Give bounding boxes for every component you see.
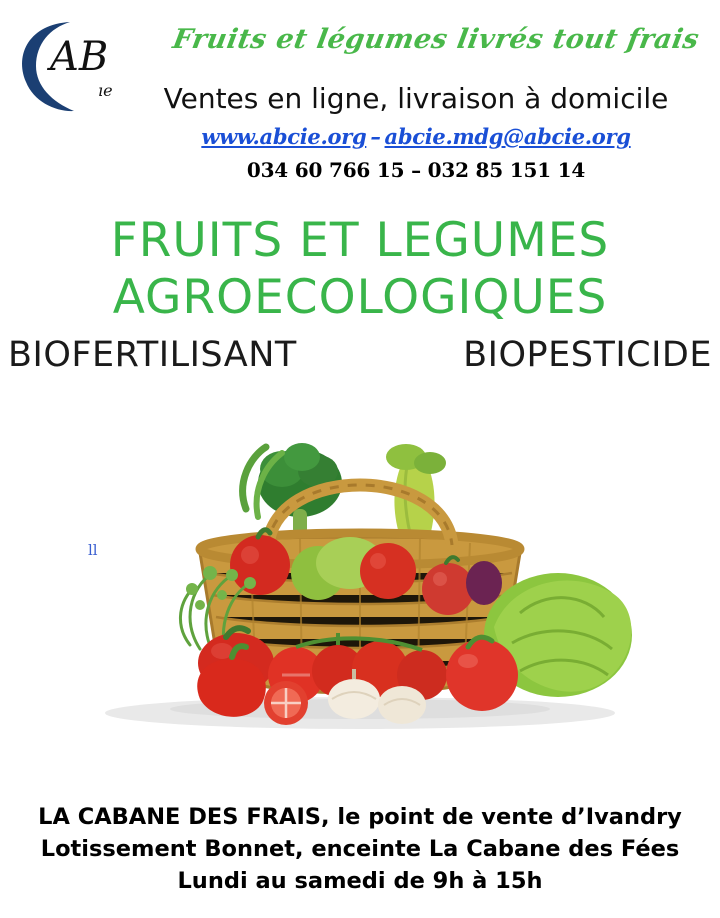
email-link[interactable]: abcie.mdg@abcie.org <box>384 124 631 149</box>
produce-basket-photo <box>0 413 720 743</box>
footer-line-1: LA CABANE DES FRAIS, le point de vente d’Ivandry <box>38 804 682 831</box>
header <box>0 0 720 190</box>
claims-row <box>0 335 720 375</box>
phone-numbers: 034 60 766 15 – 032 85 151 14 <box>246 158 586 182</box>
contact-separator: – <box>370 124 381 149</box>
footer-line-2: Lotissement Bonnet, enceinte La Cabane des Fées <box>40 836 680 863</box>
claim-biofertilisant: BIOFERTILISANT <box>8 334 297 375</box>
subtitle: Ventes en ligne, livraison à domicile <box>163 82 669 115</box>
contact-line <box>120 124 712 149</box>
footer-line-3: Lundi au samedi de 9h à 15h <box>177 868 543 895</box>
headline-line-1: FRUITS ET LEGUMES <box>110 213 610 268</box>
tagline: Fruits et légumes livrés tout frais <box>170 24 702 55</box>
page-title <box>0 212 720 327</box>
headline-line-2: AGROECOLOGIQUES <box>112 270 608 326</box>
produce-illustration <box>50 413 670 743</box>
svg-text:ıe: ıe <box>98 81 113 100</box>
claim-biopesticide: BIOPESTICIDE <box>463 334 712 375</box>
svg-text:AB: AB <box>50 34 109 80</box>
footer-address <box>0 802 720 898</box>
stray-mark: ll <box>88 540 98 559</box>
website-link[interactable]: www.abcie.org <box>201 124 367 149</box>
